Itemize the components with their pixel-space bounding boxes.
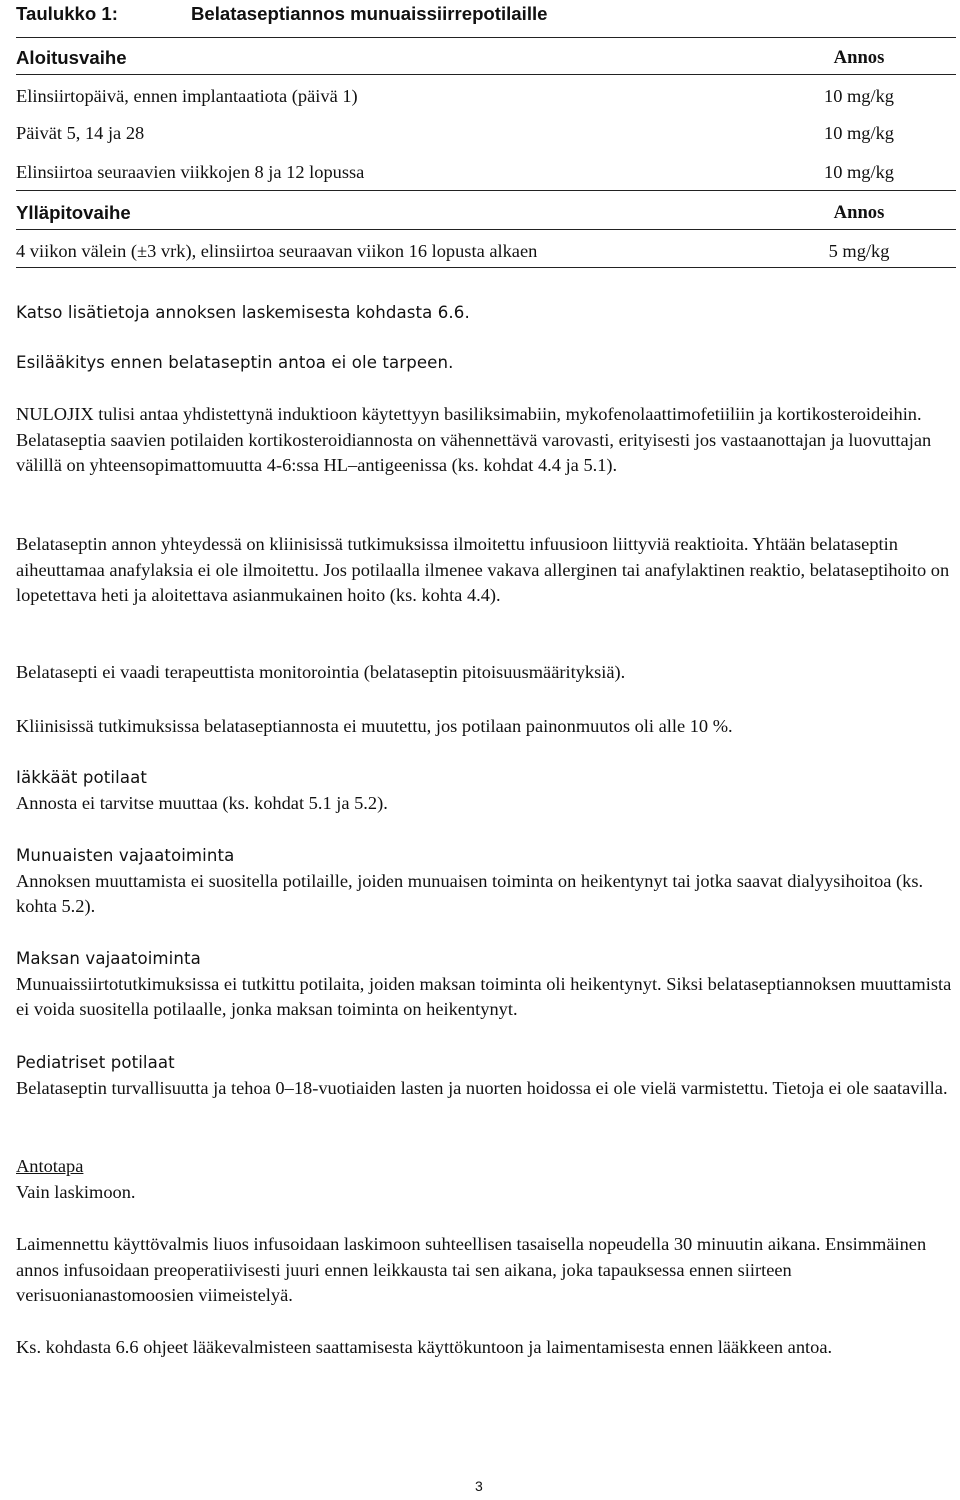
table-row bbox=[16, 160, 956, 186]
dose-cell: 10 mg/kg bbox=[824, 162, 894, 182]
dose-header: Annos bbox=[833, 202, 885, 223]
section-text: Annosta ei tarvitse muuttaa (ks. kohdat 5.1 ja 5.2). bbox=[16, 792, 388, 813]
table-header-rule bbox=[16, 229, 956, 230]
table-row bbox=[16, 84, 956, 110]
schedule-cell: Päivät 5, 14 ja 28 bbox=[16, 123, 145, 143]
table-top-rule bbox=[16, 37, 956, 38]
phase-label: Aloitusvaihe bbox=[16, 47, 127, 68]
section-pediatric bbox=[16, 1050, 956, 1101]
section-hepatic-impairment bbox=[16, 946, 956, 1023]
section-renal-impairment bbox=[16, 843, 956, 920]
note-dose-calculation: Katso lisätietoja annoksen laskemisesta kohdasta 6.6. bbox=[16, 303, 470, 322]
section-text: Munuaissiirtotutkimuksissa ei tutkittu potilaita, joiden maksan toiminta oli heikentynyt. Siksi belataseptiannoksen muuttamista ei voida suositella potilaalle, jonka maksan toiminta on heikentynyt. bbox=[16, 973, 952, 1019]
table-header-rule bbox=[16, 74, 956, 75]
schedule-cell: 4 viikon välein (±3 vrk), elinsiirtoa seuraavan viikon 16 lopusta alkaen bbox=[16, 241, 538, 261]
table-caption bbox=[16, 1, 548, 27]
section-administration bbox=[16, 1154, 956, 1205]
section-text: Vain laskimoon. bbox=[16, 1181, 136, 1202]
section-heading: Munuaisten vajaatoiminta bbox=[16, 846, 235, 865]
table-row bbox=[16, 121, 956, 147]
section-heading: Iäkkäät potilaat bbox=[16, 768, 147, 787]
paragraph-infusion-method: Laimennettu käyttövalmis liuos infusoidaan laskimoon suhteellisen tasaisella nopeudella 30 minuutin aikana. Ensimmäinen annos infusoidaan preoperatiivisesti juuri ennen leikkausta tai sen aikana, joka tapauksessa ennen siirteen verisuonianastomoosien viimeistelyä. bbox=[16, 1234, 927, 1305]
table-caption-label: Taulukko 1: bbox=[16, 3, 118, 24]
dose-cell: 10 mg/kg bbox=[824, 123, 894, 143]
table-mid-rule bbox=[16, 190, 956, 191]
table-row-header-initial bbox=[16, 45, 956, 71]
paragraph-infusion-reactions: Belataseptin annon yhteydessä on kliinisissä tutkimuksissa ilmoitettu infuusioon liittyviä reaktioita. Yhtään belataseptin aiheuttamaa anafylaksia ei ole ilmoitettu. Jos potilaalla ilmenee vakava allerginen tai anafylaktinen reaktio, belataseptihoito on lopetettava heti ja aloitettava asianmukainen hoito (ks. kohta 4.4). bbox=[16, 534, 950, 605]
note-premedication: Esilääkitys ennen belataseptin antoa ei ole tarpeen. bbox=[16, 353, 454, 372]
table-row-header-maintenance bbox=[16, 200, 956, 226]
dose-cell: 5 mg/kg bbox=[828, 241, 890, 261]
section-text: Belataseptin turvallisuutta ja tehoa 0–18-vuotiaiden lasten ja nuorten hoidossa ei ole vielä varmistettu. Tietoja ei ole saatavilla. bbox=[16, 1077, 948, 1098]
section-heading: Maksan vajaatoiminta bbox=[16, 949, 201, 968]
table-bottom-rule bbox=[16, 267, 956, 268]
dose-header: Annos bbox=[833, 47, 885, 68]
section-heading: Pediatriset potilaat bbox=[16, 1053, 175, 1072]
paragraph-weight-change: Kliinisissä tutkimuksissa belataseptiannosta ei muutettu, jos potilaan painonmuutos oli alle 10 %. bbox=[16, 716, 733, 736]
schedule-cell: Elinsiirtoa seuraavien viikkojen 8 ja 12 lopussa bbox=[16, 162, 365, 182]
schedule-cell: Elinsiirtopäivä, ennen implantaatiota (päivä 1) bbox=[16, 86, 358, 106]
section-heading: Antotapa bbox=[16, 1156, 84, 1176]
table-row bbox=[16, 239, 956, 265]
phase-label: Ylläpitovaihe bbox=[16, 202, 131, 223]
paragraph-combination-therapy: NULOJIX tulisi antaa yhdistettynä induktioon käytettyyn basiliksimabiin, mykofenolaattimofetiiliin ja kortikosteroideihin. Belataseptia saavien potilaiden kortikosteroidiannosta on vähennettävä varovasti, erityisesti jos vastaanottajan ja luovuttajan välillä on yhteensopimattomuutta 4-6:ssa HL–antigeenissa (ks. kohdat 4.4 ja 5.1). bbox=[16, 404, 932, 475]
section-text: Annoksen muuttamista ei suositella potilaille, joiden munuaisen toiminta on heikentynyt tai jotka saavat dialyysihoitoa (ks. kohta 5.2). bbox=[16, 870, 924, 916]
page-number: 3 bbox=[475, 1478, 483, 1494]
table-caption-title: Belataseptiannos munuaissiirrepotilaille bbox=[191, 3, 548, 24]
paragraph-monitoring: Belatasepti ei vaadi terapeuttista monitorointia (belataseptin pitoisuusmäärityksiä). bbox=[16, 662, 626, 682]
section-elderly bbox=[16, 765, 956, 816]
paragraph-preparation-reference: Ks. kohdasta 6.6 ohjeet lääkevalmisteen saattamisesta käyttökuntoon ja laimentamisesta ennen lääkkeen antoa. bbox=[16, 1337, 833, 1357]
dose-cell: 10 mg/kg bbox=[824, 86, 894, 106]
